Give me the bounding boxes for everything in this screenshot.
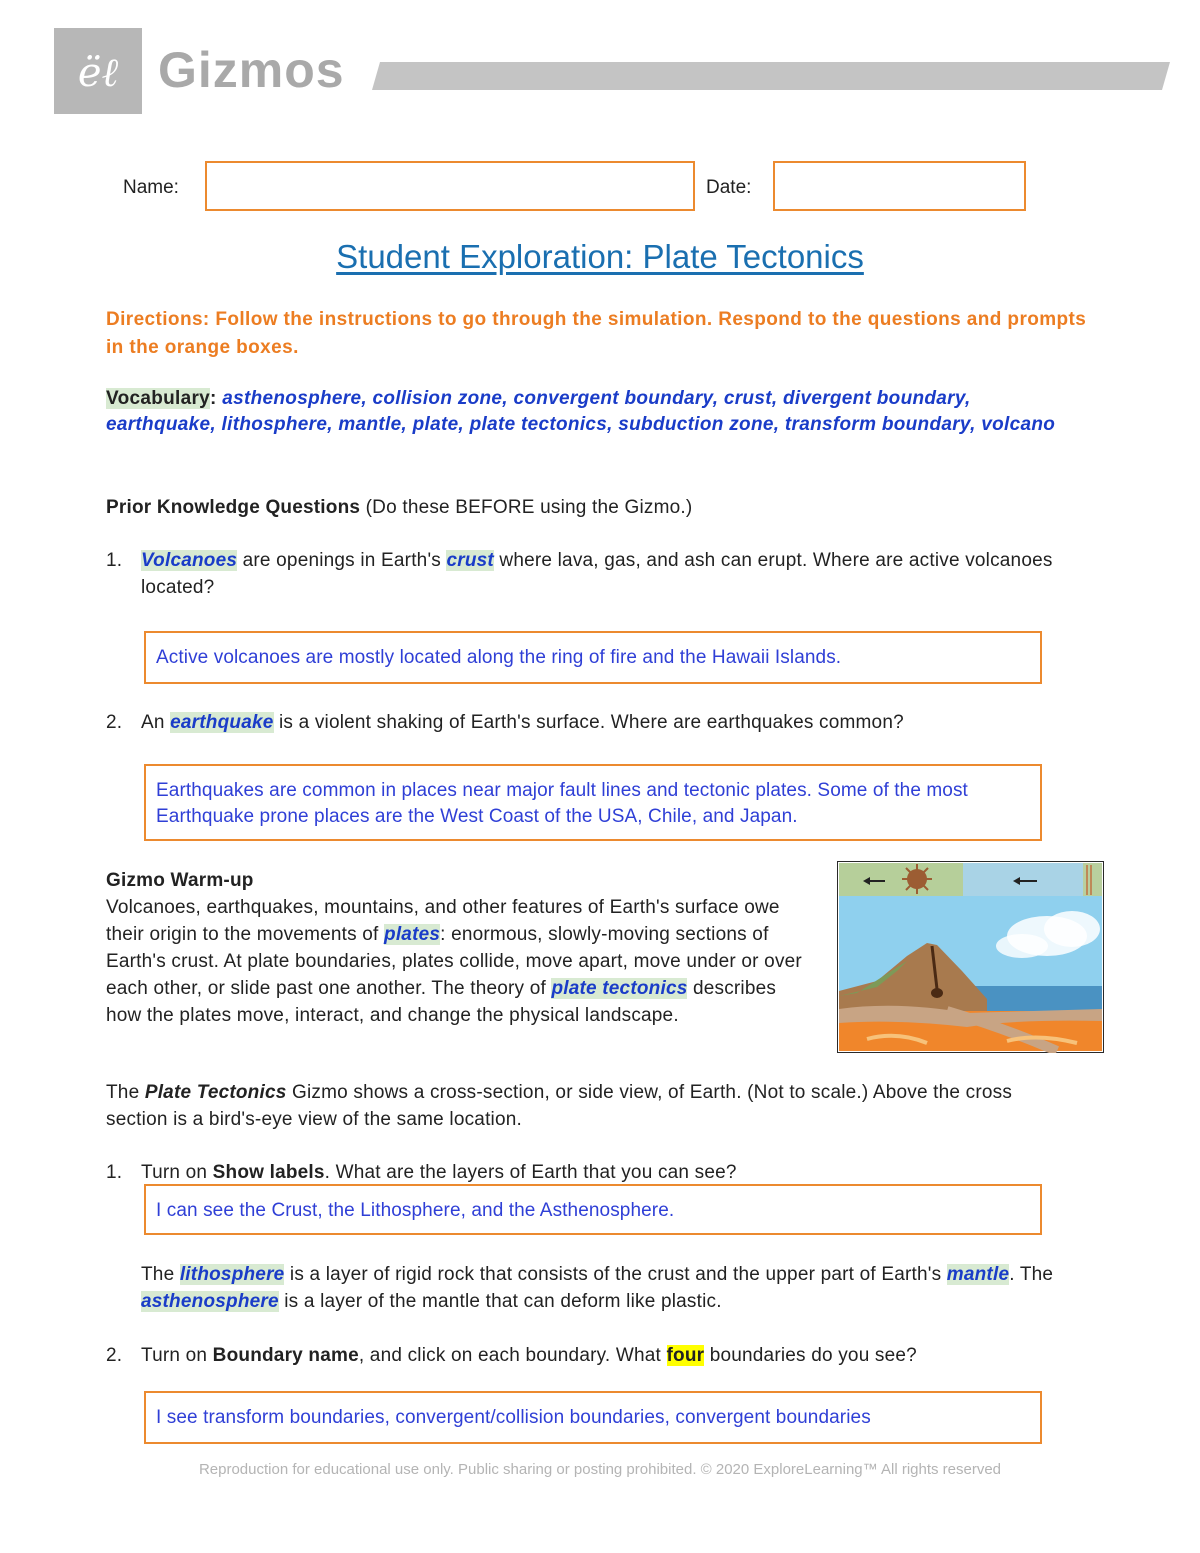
prior-question-1: [141, 547, 1061, 601]
question-text: where lava, gas, and ash can erupt. Where are active volcanoes located?: [141, 550, 1053, 598]
paragraph-text: . The: [1009, 1264, 1054, 1285]
prior-question-2: [141, 709, 1061, 736]
svg-text:ëℓ: ëℓ: [77, 50, 119, 96]
question-text: is a violent shaking of Earth's surface. Where are earthquakes common?: [273, 712, 904, 733]
keyword-plate-tectonics: plate tectonics: [551, 978, 688, 999]
page-title: Student Exploration: Plate Tectonics: [336, 238, 864, 275]
warmup-paragraph: [106, 894, 816, 1029]
answer-box-warmup-1[interactable]: I can see the Crust, the Lithosphere, and the Asthenosphere.: [144, 1184, 1042, 1235]
question-text: . What are the layers of Earth that you can see?: [324, 1162, 737, 1183]
gizmo-description: [106, 1079, 1066, 1133]
name-label: Name:: [123, 177, 179, 198]
brand-name: Gizmos: [158, 42, 345, 98]
question-text: boundaries do you see?: [704, 1345, 917, 1366]
warmup-heading: Gizmo Warm-up: [106, 870, 254, 891]
explorelearning-logo-icon: [54, 28, 142, 114]
gizmo-name: Plate Tectonics: [144, 1082, 287, 1103]
question-number: 2.: [106, 1345, 123, 1366]
paragraph-text: The: [106, 1082, 145, 1103]
show-labels-term: Show labels: [212, 1162, 325, 1183]
gizmo-cross-section-image: [837, 861, 1104, 1053]
question-text: Turn on: [141, 1162, 213, 1183]
keyword-earthquake: earthquake: [170, 712, 274, 733]
question-text: are openings in Earth's: [237, 550, 447, 571]
keyword-plates: plates: [384, 924, 441, 945]
prior-knowledge-title: Prior Knowledge Questions: [106, 497, 361, 518]
question-number: 2.: [106, 712, 123, 733]
vocabulary-colon: :: [210, 388, 217, 409]
vocabulary: [106, 386, 1086, 438]
paragraph-text: : enormous, slowly-moving sections of Earth's crust. At plate boundaries, plates collide, move apart, move under or over each other, or slide past one another. The theory of: [106, 924, 802, 999]
date-label: Date:: [706, 177, 752, 198]
paragraph-text: Gizmo shows a cross-section, or side view, of Earth. (Not to scale.) Above the cross section is a bird's-eye view of the same location.: [106, 1082, 1013, 1130]
lithosphere-paragraph: [141, 1261, 1061, 1315]
directions-text: Directions: Follow the instructions to go through the simulation. Respond to the questions and prompts in the orange boxes.: [106, 309, 1087, 358]
boundary-name-term: Boundary name: [212, 1345, 359, 1366]
name-field[interactable]: [205, 161, 695, 211]
paragraph-text: is a layer of rigid rock that consists of the crust and the upper part of Earth's: [284, 1264, 947, 1285]
question-text: , and click on each boundary. What: [358, 1345, 667, 1366]
paragraph-text: describes how the plates move, interact, and change the physical landscape.: [106, 978, 777, 1026]
warmup-question-1: [141, 1159, 1061, 1186]
vocabulary-label: Vocabulary: [106, 388, 211, 409]
keyword-mantle: mantle: [946, 1264, 1010, 1285]
keyword-asthenosphere: asthenosphere: [141, 1291, 279, 1312]
question-number: 1.: [106, 1162, 123, 1183]
warmup-question-2: [141, 1342, 1061, 1369]
footer-copyright: Reproduction for educational use only. Public sharing or posting prohibited. © 2020 ExploreLearning™ All rights reserved: [198, 1461, 1002, 1478]
answer-box-prior-2[interactable]: Earthquakes are common in places near major fault lines and tectonic plates. Some of the most Earthquake prone places are the West Coast of the USA, Chile, and Japan.: [144, 764, 1042, 841]
answer-box-warmup-2[interactable]: I see transform boundaries, convergent/collision boundaries, convergent boundaries: [144, 1391, 1042, 1444]
paragraph-text: Volcanoes, earthquakes, mountains, and other features of Earth's surface owe their origin to the movements of: [106, 897, 780, 945]
highlight-four: four: [666, 1345, 705, 1366]
keyword-lithosphere: lithosphere: [179, 1264, 285, 1285]
vocabulary-words: asthenosphere, collision zone, convergent boundary, crust, divergent boundary, earthquake, lithosphere, mantle, plate, plate tectonics, subduction zone, transform boundary, volcano: [106, 388, 1056, 435]
keyword-crust: crust: [446, 550, 494, 571]
paragraph-text: The: [141, 1264, 180, 1285]
prior-knowledge-heading: [106, 494, 692, 521]
prior-knowledge-note: (Do these BEFORE using the Gizmo.): [365, 497, 693, 518]
date-field[interactable]: [773, 161, 1026, 211]
paragraph-text: is a layer of the mantle that can deform like plastic.: [278, 1291, 722, 1312]
keyword-volcanoes: Volcanoes: [141, 550, 238, 571]
question-text: An: [141, 712, 171, 733]
header-bar: [372, 62, 1170, 90]
question-number: 1.: [106, 550, 123, 571]
question-text: Turn on: [141, 1345, 213, 1366]
gizmos-logo: [54, 28, 142, 114]
answer-box-prior-1[interactable]: Active volcanoes are mostly located along the ring of fire and the Hawaii Islands.: [144, 631, 1042, 684]
